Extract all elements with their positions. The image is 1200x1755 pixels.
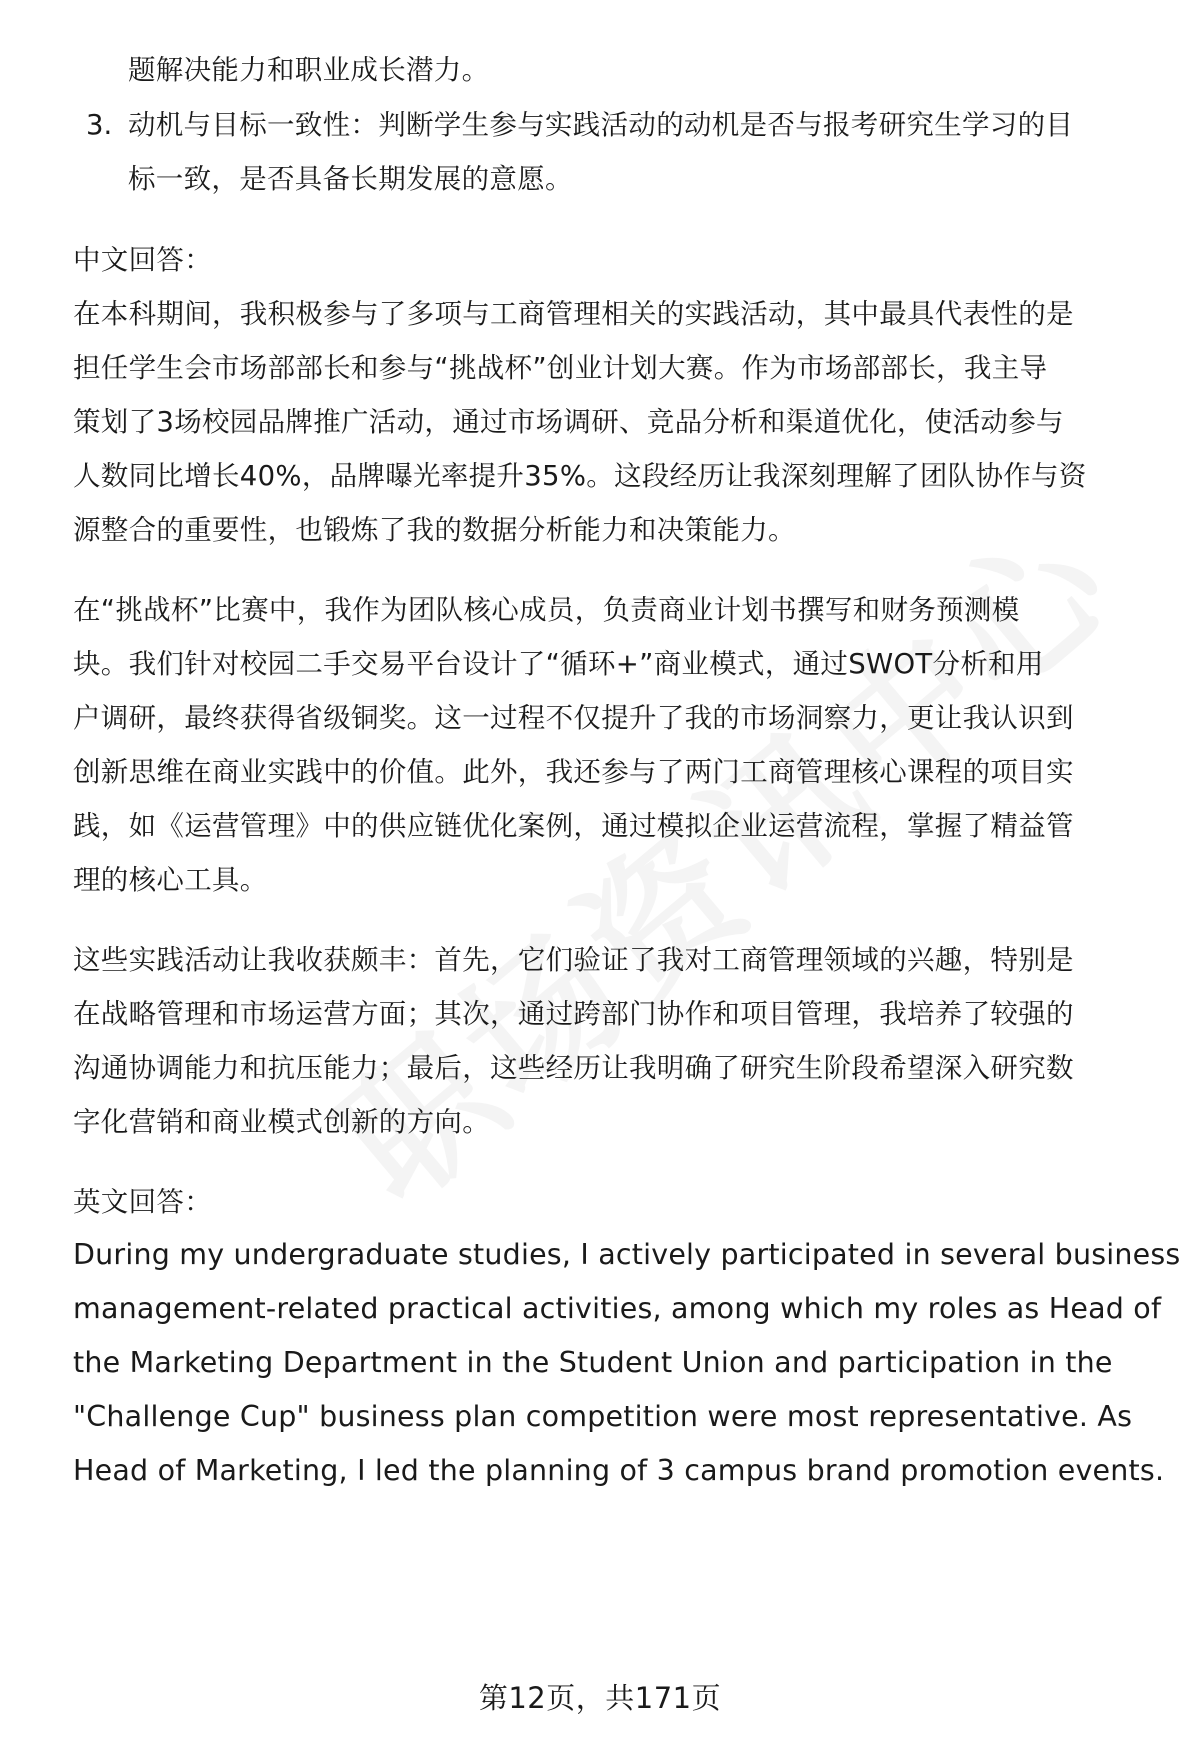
- paragraph-line: 策划了3场校园品牌推广活动，通过市场调研、竞品分析和渠道优化，使活动参与: [73, 406, 1064, 438]
- paragraph-line: the Marketing Department in the Student Union and participation in the: [73, 1346, 1113, 1379]
- list-item-2-tail: 题解决能力和职业成长潜力。: [128, 54, 490, 86]
- page-number: 第12页，共171页: [478, 1681, 722, 1715]
- paragraph-line: 户调研，最终获得省级铜奖。这一过程不仅提升了我的市场洞察力，更让我认识到: [73, 702, 1074, 734]
- paragraph-line: 人数同比增长40%，品牌曝光率提升35%。这段经历让我深刻理解了团队协作与资: [73, 460, 1087, 492]
- paragraph-line: 源整合的重要性，也锻炼了我的数据分析能力和决策能力。: [73, 514, 796, 546]
- paragraph-line: 这些实践活动让我收获颇丰：首先，它们验证了我对工商管理领域的兴趣，特别是: [73, 944, 1074, 976]
- paragraph-line: 沟通协调能力和抗压能力；最后，这些经历让我明确了研究生阶段希望深入研究数: [73, 1052, 1074, 1084]
- paragraph-line: Head of Marketing, I led the planning of 3 campus brand promotion events.: [73, 1454, 1165, 1487]
- paragraph-line: 在战略管理和市场运营方面；其次，通过跨部门协作和项目管理，我培养了较强的: [73, 998, 1074, 1030]
- paragraph-line: During my undergraduate studies, I actively participated in several business: [73, 1238, 1181, 1271]
- english-answer-heading: 英文回答：: [73, 1186, 212, 1218]
- paragraph-line: 创新思维在商业实践中的价值。此外，我还参与了两门工商管理核心课程的项目实: [73, 756, 1074, 788]
- paragraph-line: "Challenge Cup" business plan competition were most representative. As: [73, 1400, 1133, 1433]
- paragraph-line: 在“挑战杯”比赛中，我作为团队核心成员，负责商业计划书撰写和财务预测模: [73, 594, 1020, 626]
- list-item-3-number: 3.: [86, 109, 113, 141]
- paragraph-line: 在本科期间，我积极参与了多项与工商管理相关的实践活动，其中最具代表性的是: [73, 298, 1074, 330]
- paragraph-line: 块。我们针对校园二手交易平台设计了“循环+”商业模式，通过SWOT分析和用: [73, 648, 1044, 680]
- list-item-3-line-2: 标一致，是否具备长期发展的意愿。: [128, 163, 573, 195]
- paragraph-line: 担任学生会市场部部长和参与“挑战杯”创业计划大赛。作为市场部部长，我主导: [73, 352, 1048, 384]
- paragraph-line: management-related practical activities, among which my roles as Head of: [73, 1292, 1162, 1325]
- paragraph-line: 字化营销和商业模式创新的方向。: [73, 1106, 490, 1138]
- paragraph-line: 理的核心工具。: [73, 864, 268, 896]
- paragraph-line: 践，如《运营管理》中的供应链优化案例，通过模拟企业运营流程，掌握了精益管: [73, 810, 1074, 842]
- chinese-answer-heading: 中文回答：: [73, 244, 212, 276]
- list-item-3-line-1: 动机与目标一致性：判断学生参与实践活动的动机是否与报考研究生学习的目: [128, 109, 1074, 141]
